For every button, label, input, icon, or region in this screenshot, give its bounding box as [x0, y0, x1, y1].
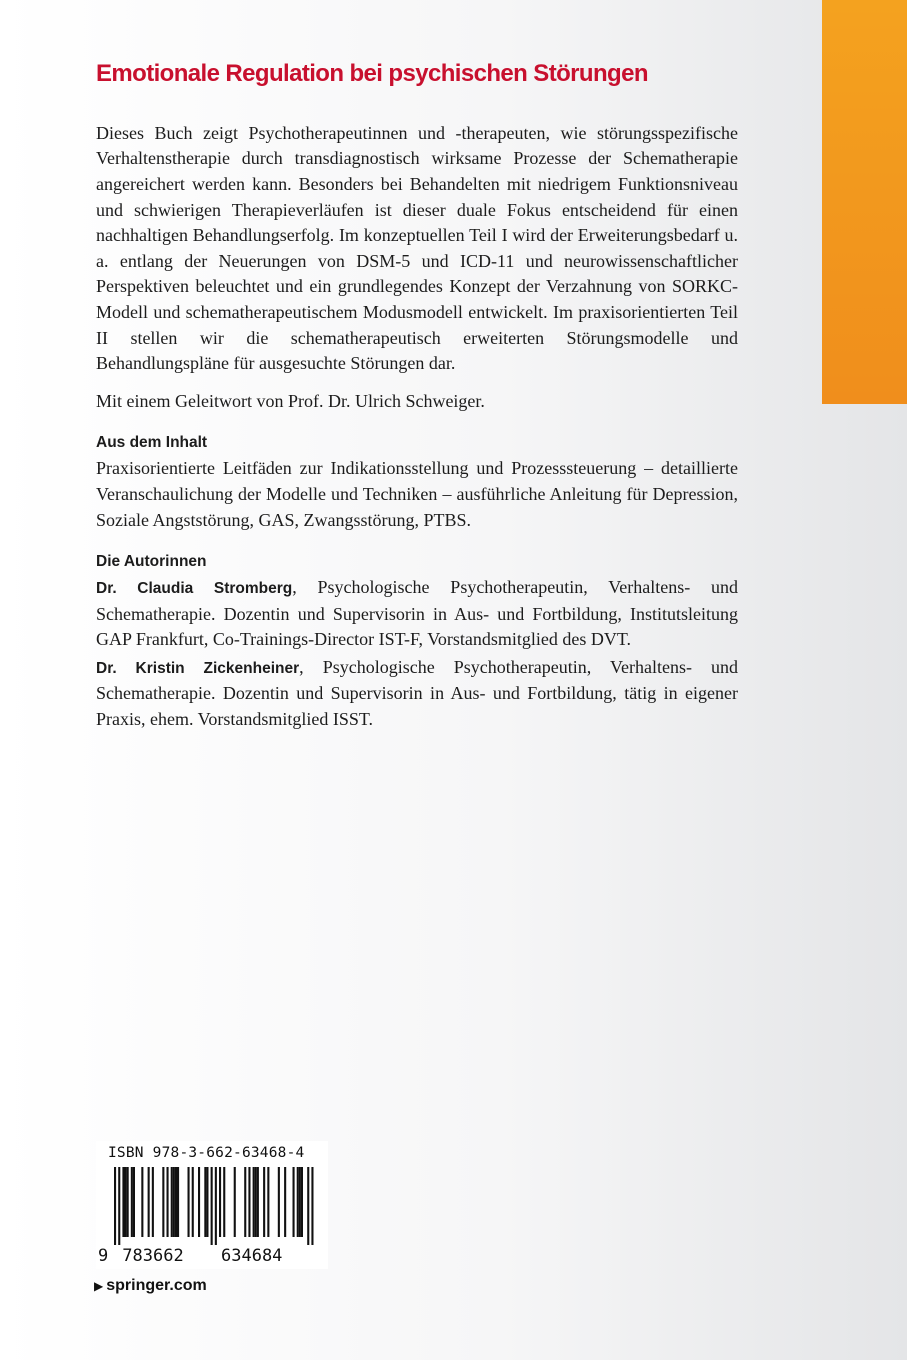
- barcode-bar: [248, 1167, 250, 1237]
- barcode-bar: [255, 1167, 257, 1237]
- barcode-bar: [253, 1167, 255, 1237]
- barcode-bar: [127, 1167, 129, 1237]
- isbn-barcode: [96, 1141, 328, 1269]
- barcode-bar: [307, 1167, 309, 1245]
- publisher-link-text: springer.com: [106, 1277, 207, 1294]
- publisher-link[interactable]: [94, 1277, 207, 1295]
- author-entry: [96, 575, 738, 653]
- author-entry: [96, 655, 738, 733]
- barcode-bar: [152, 1167, 154, 1237]
- barcode-bar: [234, 1167, 236, 1237]
- book-title: Emotionale Regulation bei psychischen Störungen: [96, 60, 648, 87]
- barcode-bar: [267, 1167, 269, 1237]
- isbn-label: ISBN 978-3-662-63468-4: [108, 1145, 305, 1161]
- contents-text: Praxisorientierte Leitfäden zur Indikationsstellung und Prozesssteuerung – detaillierte Veranschaulichung der Modelle und Techniken – ausführliche Anleitung für Depression, Soziale Angststörung, GAS, Zwangsstörung, PTBS.: [96, 458, 738, 530]
- barcode-bar: [118, 1167, 120, 1245]
- barcode-bar: [211, 1167, 213, 1245]
- barcode-bar: [141, 1167, 143, 1237]
- barcode-digits: 634684: [221, 1246, 283, 1266]
- barcode-bar: [244, 1167, 246, 1237]
- barcode-bar: [131, 1167, 133, 1237]
- authors-heading: Die Autorinnen: [96, 553, 207, 571]
- barcode-bar: [125, 1167, 127, 1237]
- barcode-bar: [215, 1167, 217, 1245]
- barcode-bar: [311, 1167, 313, 1245]
- barcode-bar: [299, 1167, 301, 1237]
- barcode-bar: [297, 1167, 299, 1237]
- barcode-bar: [278, 1167, 280, 1237]
- barcode-graphic: [96, 1167, 328, 1269]
- triangle-right-icon: ▶: [94, 1279, 104, 1293]
- barcode-bar: [177, 1167, 179, 1237]
- barcode-digits: 783662: [122, 1246, 184, 1266]
- barcode-bar: [293, 1167, 295, 1237]
- barcode-bar: [162, 1167, 164, 1237]
- barcode-bar: [188, 1167, 190, 1237]
- barcode-bar: [263, 1167, 265, 1237]
- barcode-bar: [301, 1167, 303, 1237]
- barcode-bar: [171, 1167, 173, 1237]
- barcode-digits: 9: [98, 1246, 109, 1266]
- barcode-bar: [206, 1167, 208, 1237]
- barcode-bar: [192, 1167, 194, 1237]
- book-description: Dieses Buch zeigt Psychotherapeutinnen und -therapeuten, wie störungsspezifische Verhaltenstherapie durch transdiagnostisch wirksame Prozesse der Schematherapie angereichert werden kann. Besonders bei Behandelten mit niedrigem Funktionsniveau und schwierigen Therapieverläufen ist dieser duale Fokus entscheidend für einen nachhaltigen Behandlungserfolg. Im konzeptuellen Teil I wird der Erweiterungsbedarf u. a. entlang der Neuerungen von DSM-5 und ICD-11 und neurowissenschaftlicher Perspektiven beleuchtet und ein grundlegendes Konzept der Verzahnung von SORKC-Modell und schematherapeutischem Modusmodell entwickelt. Im praxisorientierten Teil II stellen wir die schematherapeutisch erweiterten Störungsmodelle und Behandlungspläne für ausgesuchte Störungen dar.: [96, 122, 738, 374]
- author-name: Dr. Claudia Stromberg: [96, 580, 293, 598]
- barcode-bar: [114, 1167, 116, 1245]
- barcode-bar: [133, 1167, 135, 1237]
- barcode-bar: [173, 1167, 175, 1237]
- barcode-bar: [204, 1167, 206, 1237]
- barcode-bar: [284, 1167, 286, 1237]
- author-bio: , Psychologische Psychotherapeutin, Verhaltens- und Schematherapie. Dozentin und Supervisorin in Aus- und Fortbildung, Institutsleitung GAP Frankfurt, Co-Trainings-Director IST-F, Vorstandsmitglied des DVT.: [96, 577, 738, 650]
- barcode-bar: [122, 1167, 124, 1237]
- contents-heading: Aus dem Inhalt: [96, 434, 208, 452]
- barcode-bar: [175, 1167, 177, 1237]
- orange-accent-bar: [822, 0, 907, 404]
- barcode-bar: [219, 1167, 221, 1237]
- barcode-bar: [257, 1167, 259, 1237]
- barcode-bar: [198, 1167, 200, 1237]
- barcode-bar: [148, 1167, 150, 1237]
- author-name: Dr. Kristin Zickenheiner: [96, 659, 300, 677]
- author-bio: , Psychologische Psychotherapeutin, Verhaltens- und Schematherapie. Dozentin und Supervisorin in Aus- und Fortbildung, tätig in eigener Praxis, ehem. Vorstandsmitglied ISST.: [96, 656, 739, 730]
- barcode-bar: [167, 1167, 169, 1237]
- back-cover-text: [96, 60, 738, 735]
- foreword-note: Mit einem Geleitwort von Prof. Dr. Ulrich Schweiger.: [96, 390, 485, 411]
- barcode-bar: [223, 1167, 225, 1237]
